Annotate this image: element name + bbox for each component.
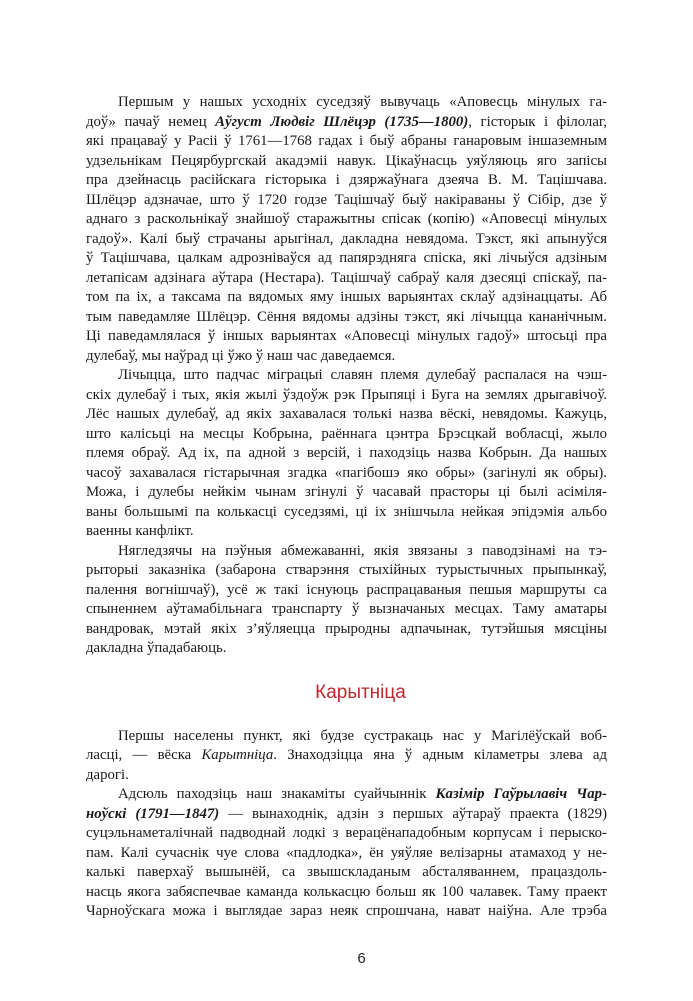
text-line: [86, 152, 607, 172]
text-line: [86, 766, 607, 786]
text-run: Лічыцца, што падчас міграцыі славян племя дулебаў распалася на чэш-: [118, 367, 607, 383]
page-body: [86, 93, 607, 922]
text-line: [86, 366, 607, 386]
text-run: пра дзейнасць расійскага гісторыка і дзяржаўнага дзеяча В. М. Тацішчава.: [86, 172, 607, 188]
text-line: [86, 883, 607, 903]
text-run: дулебаў, мы наўрад ці ўжо ў наш час даведаемся.: [86, 347, 396, 364]
text-run: Першым у нашых усходніх суседзяў вывучаць «Аповесць мінулых га-: [118, 94, 607, 110]
person-name: Аўгуст Людвіг Шлёцэр (1735—1800): [215, 113, 469, 130]
text-run: насць якога забяспечвае каманда колькасцю больш як 100 чалавек. Таму праект: [86, 883, 607, 900]
text-run: гадоў». Калі быў страчаны арыгінал, дакладна невядома. Тэкст, які апынуўся: [86, 230, 607, 247]
text-run: рыторыі заказніка (забарона стварэння стыхійных турыстычных прыпынкаў,: [86, 562, 607, 578]
text-run: , гісторык і філолаг,: [468, 113, 607, 130]
text-run: Чарноўскага можа і выглядае зараз неяк спрошчана, нават наіўна. Але трэба: [86, 903, 607, 919]
text-line: [86, 727, 607, 747]
text-line: [86, 249, 607, 269]
text-line: [86, 288, 607, 308]
text-line: [86, 347, 607, 367]
text-line: [86, 844, 607, 864]
text-run: тым паведамляе Шлёцэр. Сёння вядомы адзіны тэкст, які лічыцца кананічным.: [86, 308, 607, 325]
text-run: скіх дулебаў і тых, якія жылі ўздоўж рэк Прыпяці і Буга на землях дрыгавічоў.: [86, 386, 607, 403]
text-run: ў Тацішчава, цалкам адрозніваўся ад папярэдняга спіска, які лічыўся адзіным: [86, 250, 607, 266]
text-run: аднаго з раскольнікаў знайшоў старажытны спісак (копію) «Аповесці мінулых: [86, 211, 607, 227]
person-name: Казімір Гаўрылавіч Чар-: [435, 786, 607, 802]
text-run: — вынаходнік, адзін з першых аўтараў праекта (1829): [219, 805, 608, 822]
text-line: [86, 639, 607, 659]
text-run: вандровак, мэтай якіх з’яўляецца прыродны адпачынак, тутэйшыя мясціны: [86, 620, 607, 637]
text-run: . Знаходзіцца яна ў адным кіламетры злева ад: [273, 747, 607, 763]
text-line: [86, 824, 607, 844]
text-run: дарогі.: [86, 766, 129, 783]
text-run: Можа, і дулебы нейкім чынам згінулі ў часавай прасторы ці былі асіміля-: [86, 484, 607, 500]
text-line: [86, 327, 607, 347]
paragraph: [86, 542, 607, 659]
text-run: Адсюль паходзіць наш знакаміты суайчыннік: [118, 786, 436, 802]
paragraph: [86, 93, 607, 366]
text-run: Ці паведамлялася ў іншых варыянтах «Аповесці мінулых гадоў» штосьці пра: [86, 328, 607, 344]
text-line: [86, 542, 607, 562]
text-line: [86, 863, 607, 883]
text-run: доў» пачаў немец: [86, 113, 216, 130]
text-line: [86, 191, 607, 211]
text-run: удзельнікам Пецярбургскай акадэміі навук. Цікаўнасць уяўляюць яго запісы: [86, 152, 607, 169]
text-line: [86, 113, 607, 133]
text-run: пам. Калі сучаснік чуе слова «падлодка», ён уяўляе велізарны атамаход у не-: [86, 844, 607, 861]
paragraph: [86, 366, 607, 542]
person-name: ноўскі (1791—1847): [86, 805, 220, 822]
text-run: Першы населены пункт, які будзе сустракаць нас у Магілёўскай воб-: [118, 727, 607, 744]
text-run: часоў захавалася гістарычная згадка «пагібошэ яко обры» (загінулі як обры).: [86, 464, 607, 481]
text-line: [86, 405, 607, 425]
text-run: ласці, — вёска: [86, 747, 202, 763]
text-line: [86, 171, 607, 191]
page-number: 6: [357, 950, 366, 967]
text-line: [86, 464, 607, 484]
text-run: Нягледзячы на пэўныя абмежаванні, якія звязаны з паводзінамі на тэ-: [118, 542, 607, 559]
text-run: які працаваў у Расіі ў 1761—1768 гадах і быў абраны ганаровым іншаземным: [86, 133, 607, 149]
text-line: [86, 386, 607, 406]
text-run: калькі паверхаў вышынёй, са звышскладаным абсталяваннем, працаздоль-: [86, 864, 607, 880]
text-line: [86, 785, 607, 805]
text-run: палення вогнішчаў), усё ж такі існуюць распрацаваныя пешыя маршруты са: [86, 581, 607, 598]
text-line: [86, 425, 607, 445]
text-line: [86, 522, 607, 542]
text-run: дакладна ўпадабаюць.: [86, 640, 227, 656]
text-run: суцэльнаметалічнай падводнай лодкі з верацёнападобным корпусам і перыско-: [86, 825, 607, 841]
text-line: [86, 620, 607, 640]
text-line: [86, 444, 607, 464]
text-run: том па іх, а таксама па вядомых яму іншых варыянтах склаў адзінаццаты. Аб: [86, 289, 607, 305]
text-line: [86, 902, 607, 922]
text-line: [86, 805, 607, 825]
text-line: [86, 600, 607, 620]
text-run: што калісьці на месцы Кобрына, раённага цэнтра Брэсцкай вобласці, жыло: [86, 425, 607, 442]
text-run: ваенны канфлікт.: [86, 523, 194, 539]
text-line: [86, 93, 607, 113]
text-run: летапісам адзінага аўтара (Нестара). Тацішчаў сабраў каля дзесяці спіскаў, па-: [86, 269, 607, 286]
text-run: ваны большымі па колькасці суседзямі, ці іх знішчыла нейкая эпідэмія альбо: [86, 503, 607, 520]
text-line: [86, 308, 607, 328]
text-line: [86, 210, 607, 230]
text-run: племя обраў. Ад іх, па адной з версій, і паходзіць назва Кобрын. Да нашых: [86, 445, 607, 461]
text-line: [86, 230, 607, 250]
text-line: [86, 561, 607, 581]
section-heading: Карытніца: [315, 681, 406, 703]
paragraph: [86, 727, 607, 786]
text-run: Шлёцэр адзначае, што ў 1720 годзе Тацішчаў быў накіраваны ў Сібір, дзе ў: [86, 191, 607, 208]
paragraph: [86, 785, 607, 922]
text-run: спыненнем аўтамабільнага транспарту ў вызначаных месцах. Таму аматары: [86, 601, 607, 617]
text-line: [86, 269, 607, 289]
text-line: [86, 746, 607, 766]
text-line: [86, 132, 607, 152]
place-name: Карытніца: [201, 747, 274, 763]
text-run: Лёс нашых дулебаў, ад якіх захавалася толькі назва вёскі, невядомы. Кажуць,: [86, 406, 607, 422]
text-line: [86, 503, 607, 523]
text-line: [86, 581, 607, 601]
text-line: [86, 483, 607, 503]
